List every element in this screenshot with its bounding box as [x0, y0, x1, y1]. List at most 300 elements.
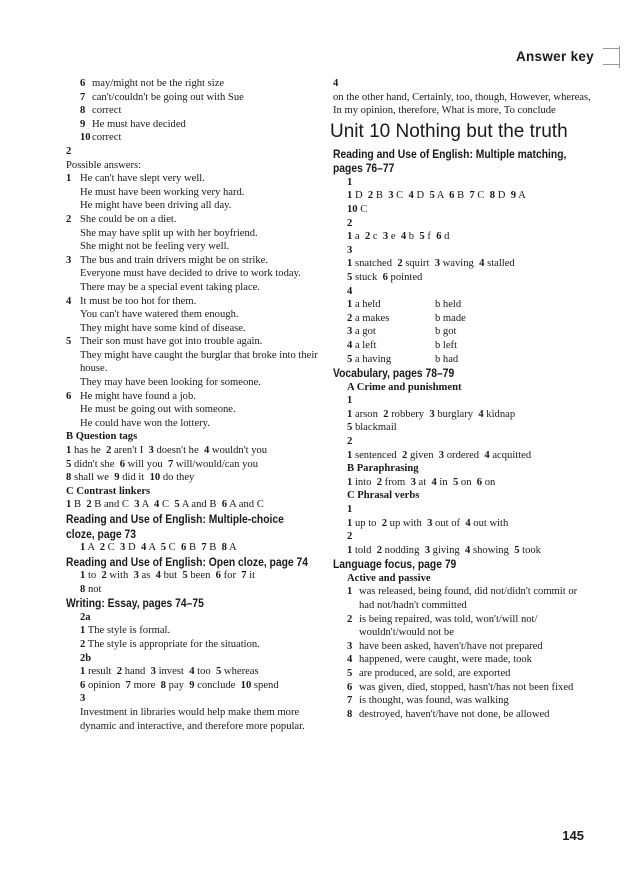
answer-text: at — [415, 476, 432, 488]
answer-row — [66, 679, 324, 693]
answer-text: C — [165, 542, 181, 553]
answer-number: 5 — [514, 544, 520, 556]
answer-text: up to — [352, 517, 382, 529]
answer-number: 5 — [174, 499, 180, 511]
answer-text: on — [482, 476, 496, 488]
page-number: 145 — [562, 828, 584, 843]
answer-text: happened, were caught, were made, took — [359, 654, 532, 666]
answer-item — [66, 281, 324, 295]
answer-item — [66, 186, 324, 200]
answer-row — [66, 624, 324, 638]
answer-text: a makes — [354, 312, 390, 324]
answer-text: D — [352, 190, 368, 202]
answer-text: blackmail — [352, 422, 397, 434]
answer-text: sentenced — [352, 449, 403, 461]
answer-number: 4 — [478, 408, 484, 420]
answer-item — [66, 77, 324, 91]
answer-number: 3 — [150, 666, 156, 678]
answer-text: Everyone must have decided to drive to work today. — [80, 268, 301, 280]
answer-number: 5 — [429, 190, 435, 202]
answer-number: 4 — [431, 476, 437, 488]
answer-number: 2 — [367, 190, 374, 202]
answer-text: it — [246, 570, 256, 582]
answer-text: hand — [122, 666, 151, 678]
answer-text: is thought, was found, was walking — [359, 695, 509, 707]
answer-text: He must be going out with someone. — [80, 404, 236, 416]
answer-number: 1 — [347, 517, 353, 529]
answer-number: 1 — [347, 408, 353, 420]
answer-number: 1 — [347, 544, 353, 556]
answer-row — [333, 298, 591, 312]
answer-text: has he — [71, 445, 107, 457]
answer-number: 10 — [80, 132, 91, 144]
answer-number: 7 — [80, 91, 86, 103]
answer-number: 2 — [364, 231, 371, 243]
answer-item — [66, 390, 324, 404]
answer-number: 1 — [66, 499, 72, 511]
answer-item — [66, 322, 324, 336]
answer-number: 3 — [347, 326, 355, 338]
answer-number: 4 — [400, 231, 407, 243]
answer-number: 2 — [397, 258, 403, 270]
answer-number: 5 — [419, 231, 425, 243]
answer-number: 5 — [347, 353, 355, 365]
answer-text: You can't have watered them enough. — [80, 309, 239, 321]
answer-number: 3 — [388, 190, 394, 202]
answer-item — [333, 613, 591, 640]
answer-number: 7 — [347, 695, 353, 707]
answer-text: She might not be feeling very well. — [80, 241, 230, 253]
answer-number: 6 — [215, 570, 221, 582]
answer-text: not — [85, 583, 102, 595]
answer-item — [66, 172, 324, 186]
answer-number: 2 — [116, 666, 123, 678]
answer-text: A and C — [227, 499, 264, 511]
answer-number: 2 — [381, 517, 388, 529]
section-heading: Reading and Use of English: Multiple-choice — [66, 512, 284, 526]
answer-text: from — [382, 476, 411, 488]
answer-text: b made — [434, 312, 466, 324]
answer-number: 4 — [66, 295, 72, 307]
answer-text: D — [495, 190, 511, 202]
answer-number: 1 — [347, 449, 353, 461]
answer-text: shall we — [71, 472, 115, 484]
answer-text: for — [220, 570, 242, 582]
answer-text: may/might not be the right size — [92, 78, 225, 89]
answer-number: 3 — [410, 476, 416, 488]
answer-number: 1 — [347, 190, 353, 202]
answer-number: 4 — [465, 544, 471, 556]
answer-text: He must have been working very hard. — [80, 186, 245, 198]
answer-number: 2 — [80, 638, 86, 650]
answer-text: giving — [430, 544, 466, 556]
answer-item — [66, 308, 324, 322]
answer-text: been — [187, 570, 216, 582]
answer-row — [333, 476, 591, 490]
text-line: Investment in libraries would help make them more dynamic and interactive, and therefore more popular. — [80, 706, 305, 732]
answer-number: 9 — [189, 679, 195, 691]
answer-number: 5 — [347, 271, 353, 283]
answer-text: e — [388, 231, 401, 243]
answer-text: a held — [354, 299, 381, 311]
answer-number: 3 — [438, 449, 445, 461]
answer-item — [66, 104, 324, 118]
answer-row — [66, 471, 324, 485]
answer-text: are produced, are sold, are exported — [359, 667, 511, 679]
answer-number: 1 — [347, 476, 353, 488]
section-label: 1 — [347, 176, 353, 188]
left-column — [66, 77, 324, 733]
answer-item — [66, 254, 324, 268]
section-label: 4 — [347, 285, 353, 297]
answer-number: 3 — [347, 640, 353, 652]
answer-text: A — [516, 190, 526, 202]
answer-text: burglary — [434, 408, 479, 420]
answer-item — [333, 653, 591, 667]
answer-text: The style is appropriate for the situation. — [85, 638, 260, 650]
answer-text: stuck — [352, 271, 383, 283]
answer-number: 9 — [80, 118, 86, 130]
answer-number: 1 — [347, 258, 353, 270]
answer-number: 5 — [215, 666, 222, 678]
answer-item — [66, 213, 324, 227]
answer-number: 4 — [155, 570, 161, 582]
answer-text: out of — [432, 517, 466, 529]
answer-number: 3 — [427, 517, 433, 529]
answer-text: A — [146, 542, 161, 553]
answer-text: She could be on a diet. — [80, 213, 177, 225]
section-label: 2 — [347, 217, 353, 229]
answer-number: 7 — [167, 458, 174, 470]
answer-row — [66, 541, 324, 555]
answer-number: 2 — [402, 449, 408, 461]
answer-number: 7 — [201, 542, 207, 553]
answer-text: d — [441, 231, 450, 243]
section-label: 2 — [347, 435, 353, 447]
answer-text: He might have found a job. — [80, 390, 196, 402]
answer-row — [333, 312, 591, 326]
answer-row — [333, 271, 591, 285]
answer-number: 9 — [114, 472, 120, 484]
answer-number: 7 — [241, 570, 247, 582]
answer-text: a got — [354, 326, 376, 338]
answer-text: C — [357, 203, 368, 215]
answer-item — [66, 349, 324, 376]
answer-number: 3 — [382, 231, 389, 243]
answer-text: A and B — [179, 499, 222, 511]
answer-text: out with — [470, 517, 509, 529]
answer-number: 4 — [347, 339, 355, 351]
answer-row — [66, 583, 324, 597]
answer-number: 5 — [66, 458, 72, 470]
answer-number: 2 — [106, 445, 112, 457]
section-label: C Phrasal verbs — [347, 490, 420, 502]
answer-number: 5 — [66, 336, 72, 348]
answer-text: The bus and train drivers might be on strike. — [80, 254, 268, 266]
answer-text: They might have some kind of disease. — [80, 322, 246, 334]
answer-text: B — [71, 499, 87, 511]
answer-text: can't/couldn't be going out with Sue — [92, 91, 244, 103]
answer-text: B — [454, 190, 470, 202]
answer-item — [66, 335, 324, 349]
section-label: A Crime and punishment — [347, 381, 462, 393]
answer-row — [66, 498, 324, 512]
answer-text: told — [352, 544, 377, 556]
section-label: 1 — [347, 395, 353, 407]
answer-item — [66, 240, 324, 254]
section-label: 2b — [80, 652, 92, 664]
answer-text: f — [424, 231, 437, 243]
answer-text: kidnap — [483, 408, 516, 420]
answer-number: 4 — [484, 449, 490, 461]
answer-text: D — [413, 190, 430, 202]
answer-number: 1 — [80, 625, 86, 637]
answer-text: nodding — [382, 544, 425, 556]
answer-text: He might have been driving all day. — [80, 200, 232, 212]
answer-number: 5 — [347, 422, 353, 434]
answer-item — [66, 295, 324, 309]
answer-number: 6 — [221, 499, 228, 511]
answer-number: 10 — [149, 472, 161, 484]
answer-text: D — [125, 542, 141, 553]
section-label: Active and passive — [347, 572, 431, 584]
answer-text: result — [85, 666, 117, 678]
section-heading: Reading and Use of English: Multiple matching, — [333, 146, 567, 161]
answer-text: They may have been looking for someone. — [80, 377, 261, 389]
unit-title: Unit 10 Nothing but the truth — [330, 120, 568, 142]
answer-number: 6 — [80, 679, 86, 691]
section-label: 3 — [347, 244, 353, 256]
answer-text: will you — [125, 458, 168, 470]
answer-number: 5 — [160, 542, 166, 553]
answer-text: acquitted — [489, 449, 532, 461]
answer-text: C — [474, 190, 490, 202]
answer-text: He could have won the lottery. — [80, 417, 210, 429]
answer-text: up with — [387, 517, 428, 529]
answer-number: 6 — [119, 458, 125, 470]
section-label: 2 — [66, 145, 72, 157]
answer-row — [333, 353, 591, 367]
answer-text: do they — [160, 472, 195, 484]
text-line: Possible answers: — [66, 159, 142, 171]
section-label: C Contrast linkers — [66, 485, 151, 497]
section-heading: pages 76–77 — [333, 161, 395, 176]
answer-number: 3 — [434, 258, 440, 270]
answer-text: opinion — [85, 679, 126, 691]
answer-text: was released, being found, did not/didn't commit or had not/hadn't committed — [359, 586, 578, 611]
answer-text: invest — [155, 666, 190, 678]
answer-number: 1 — [347, 586, 353, 598]
answer-row — [333, 544, 591, 558]
answer-number: 8 — [221, 542, 227, 553]
answer-item — [66, 227, 324, 241]
answer-text: robbery — [388, 408, 430, 420]
answer-text: It must be too hot for them. — [80, 295, 197, 307]
answer-number: 3 — [66, 254, 72, 266]
answer-text: Their son must have got into trouble again. — [80, 336, 263, 348]
answer-text: waving — [439, 258, 480, 270]
answer-text: squirt — [402, 258, 435, 270]
answer-number: 2 — [383, 408, 389, 420]
answer-text: a having — [354, 353, 392, 365]
answer-number: 2 — [86, 499, 92, 511]
answer-row — [333, 517, 591, 531]
answer-text: didn't she — [71, 458, 120, 470]
answer-row — [333, 408, 591, 422]
answer-row — [66, 444, 324, 458]
answer-text: b — [406, 231, 420, 243]
section-label: 3 — [80, 693, 86, 705]
answer-text: The style is formal. — [85, 625, 171, 637]
answer-row — [333, 339, 591, 353]
answer-text: snatched — [352, 258, 398, 270]
answer-item — [66, 131, 324, 145]
answer-text: is being repaired, was told, won't/will not/ wouldn't/would not be — [359, 613, 538, 639]
answer-text: B — [206, 542, 222, 553]
answer-number: 10 — [347, 203, 358, 215]
answer-number: 5 — [347, 667, 353, 679]
section-heading: Language focus, page 79 — [333, 557, 457, 572]
answer-item — [333, 681, 591, 695]
answer-item — [333, 585, 591, 612]
answer-text: B and C — [91, 499, 135, 511]
answer-text: did it — [119, 472, 150, 484]
section-label: 2a — [80, 611, 91, 623]
answer-text: C — [159, 499, 175, 511]
answer-row — [333, 325, 591, 339]
answer-number: 1 — [80, 542, 86, 553]
answer-text: was given, died, stopped, hasn't/has not been fixed — [359, 681, 574, 693]
text-line: on the other hand, Certainly, too, though, However, whereas, In my opinion, therefore, What is more, To conclude — [333, 91, 591, 117]
answer-number: 2 — [66, 213, 72, 225]
answer-number: 5 — [182, 570, 188, 582]
answer-row — [333, 230, 591, 244]
answer-text: spend — [251, 679, 279, 691]
answer-text: A — [434, 190, 450, 202]
answer-text: stalled — [484, 258, 515, 270]
section-heading: cloze, page 73 — [66, 526, 136, 541]
answer-row — [333, 421, 591, 435]
answer-row — [333, 203, 591, 217]
answer-row — [333, 189, 591, 203]
answer-text: B — [186, 542, 202, 553]
answer-text: b had — [434, 353, 459, 365]
answer-number: 3 — [424, 544, 430, 556]
answer-number: 6 — [347, 681, 353, 693]
answer-text: He must have decided — [92, 118, 186, 130]
answer-number: 6 — [382, 271, 388, 283]
section-heading: Writing: Essay, pages 74–75 — [66, 596, 204, 611]
answer-number: 7 — [469, 190, 475, 202]
answer-text: conclude — [194, 679, 241, 691]
answer-item — [66, 118, 324, 132]
answer-item — [66, 91, 324, 105]
answer-text: There may be a special event taking place. — [80, 281, 261, 293]
answer-text: ordered — [444, 449, 485, 461]
section-label: 4 — [333, 78, 339, 89]
answer-text: pointed — [387, 271, 423, 283]
answer-number: 9 — [510, 190, 516, 202]
answer-number: 4 — [154, 499, 160, 511]
answer-number: 8 — [489, 190, 496, 202]
answer-number: 3 — [148, 445, 154, 457]
answer-number: 8 — [66, 472, 72, 484]
answer-number: 8 — [80, 105, 86, 117]
answer-text: into — [352, 476, 377, 488]
answer-text: too — [194, 666, 216, 678]
answer-row — [66, 638, 324, 652]
answer-text: c — [370, 231, 383, 243]
section-label: B Paraphrasing — [347, 463, 419, 475]
answer-number: 3 — [134, 499, 140, 511]
answer-text: given — [407, 449, 439, 461]
answer-text: A — [85, 542, 100, 553]
answer-number: 8 — [80, 583, 86, 595]
answer-number: 6 — [449, 190, 455, 202]
answer-number: 4 — [189, 666, 195, 678]
answer-text: took — [519, 544, 541, 556]
answer-text: with — [106, 570, 134, 582]
answer-item — [333, 694, 591, 708]
answer-number: 6 — [476, 476, 483, 488]
answer-text: doesn't he — [153, 445, 204, 457]
answer-text: to — [85, 570, 102, 582]
answer-text: showing — [470, 544, 515, 556]
answer-number: 3 — [133, 570, 139, 582]
answer-text: more — [130, 679, 161, 691]
answer-number: 4 — [140, 542, 147, 553]
answer-text: C — [393, 190, 409, 202]
answer-text: a left — [354, 339, 377, 351]
answer-number: 8 — [160, 679, 166, 691]
section-label: B Question tags — [66, 431, 138, 443]
answer-number: 4 — [479, 258, 485, 270]
answer-number: 5 — [452, 476, 459, 488]
answer-item — [333, 640, 591, 654]
answer-text: on — [458, 476, 477, 488]
running-header: Answer key — [515, 49, 594, 64]
answer-number: 8 — [347, 708, 353, 720]
answer-text: whereas — [221, 666, 259, 678]
answer-text: arson — [352, 408, 384, 420]
answer-text: B — [373, 190, 389, 202]
answer-number: 6 — [66, 390, 72, 402]
answer-number: 2 — [376, 476, 383, 488]
answer-row — [333, 449, 591, 463]
answer-text: will/would/can you — [173, 458, 259, 470]
answer-text: A — [139, 499, 155, 511]
answer-number: 1 — [80, 570, 86, 582]
header-mark-icon — [599, 46, 620, 68]
answer-text: correct — [92, 132, 122, 144]
answer-item — [66, 199, 324, 213]
answer-number: 7 — [125, 679, 131, 691]
answer-text: He can't have slept very well. — [80, 173, 205, 185]
answer-number: 4 — [347, 654, 353, 666]
answer-item — [66, 376, 324, 390]
answer-text: C — [105, 542, 121, 553]
answer-number: 10 — [240, 679, 252, 691]
section-heading: Vocabulary, pages 78–79 — [333, 366, 455, 381]
answer-number: 2 — [99, 542, 106, 553]
answer-text: b got — [434, 326, 457, 338]
answer-row — [66, 569, 324, 583]
answer-number: 1 — [347, 231, 353, 243]
right-column — [330, 77, 591, 721]
answer-text: in — [436, 476, 453, 488]
answer-number: 4 — [408, 190, 414, 202]
answer-text: pay — [165, 679, 190, 691]
